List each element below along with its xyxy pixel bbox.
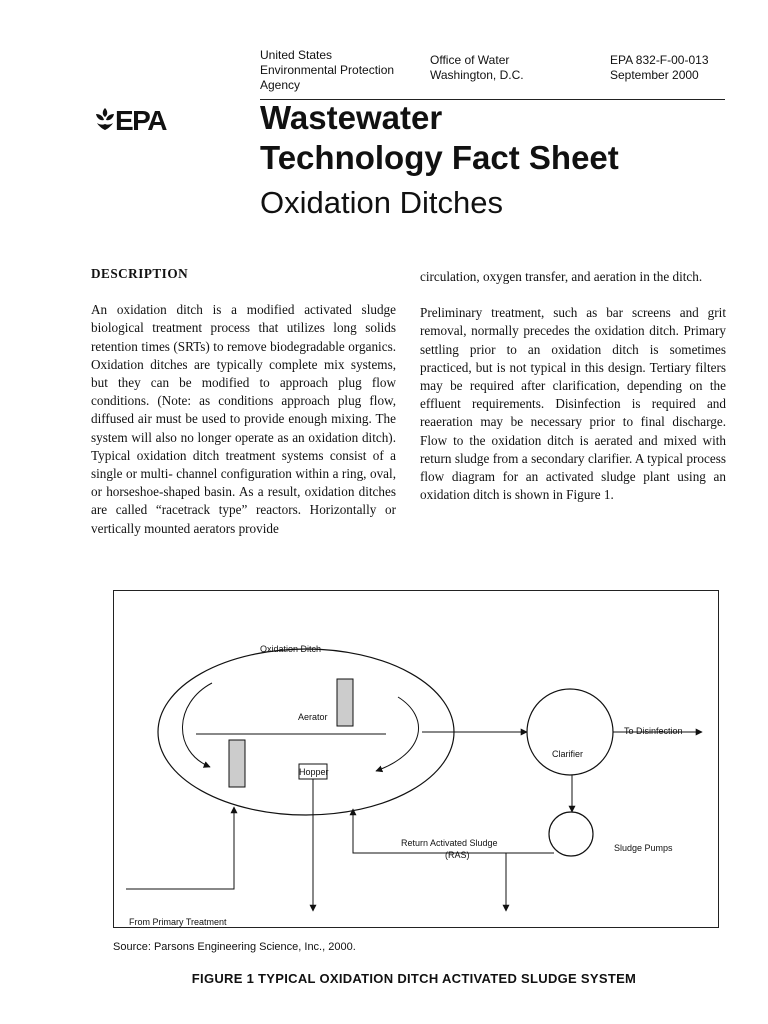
aerator-label: Aerator [298,712,328,722]
from-primary-label: From Primary Treatment [129,917,227,927]
process-flow-diagram [113,590,719,928]
to-disinfection-label: To Disinfection [624,726,683,736]
agency-line: Agency [260,78,301,92]
epa-logo-text: EPA [115,105,166,134]
right-column [420,268,726,504]
office-block [430,53,590,83]
document-id-block [610,53,750,83]
title-line-1: Wastewater [260,99,443,136]
clarifier [527,689,613,775]
figure-caption: FIGURE 1 TYPICAL OXIDATION DITCH ACTIVATED SLUDGE SYSTEM [191,971,637,986]
epa-logo [93,104,183,134]
agency-block [260,48,420,93]
hopper-label: Hopper [299,767,329,777]
aerator-top [337,679,353,726]
office-line: Office of Water [430,53,510,67]
oxidation-ditch-label: Oxidation Ditch [260,644,322,654]
ras-label-line-2: (RAS) [445,850,470,860]
left-column [91,265,396,538]
oxidation-ditch-basin [158,649,454,815]
clarifier-label: Clarifier [552,749,584,759]
description-paragraph: An oxidation ditch is a modified activated sludge biological treatment process that utilizes long solids retention times (SRTs) to remove biodegradable organics. Oxidation ditches are typically complete mix systems, but they can be modified to approach plug flow conditions. (Note: as conditions approach plug flow, diffused air must be used to provide enough mixing. The system will also no longer operate as an oxidation ditch). Typical oxidation ditch treatment systems consist of a single or multi- channel configuration within a ring, oval, or horseshoe-shaped basin. As a result, oxidation ditches are called “racetrack type” reactors. Horizontally or vertically mounted aerators provide [91,302,396,536]
section-heading: DESCRIPTION [91,266,189,281]
treatment-paragraph: Preliminary treatment, such as bar screens and grit removal, normally precedes the oxidation ditch. Primary settling prior to an oxidation ditch is sometimes practiced, but is not typical in this design. Tertiary filters may be required after clarification, depending on the effluent requirements. Disinfection is required and reaeration may be necessary prior to final discharge. Flow to the oxidation ditch is aerated and mixed with return sludge from a secondary clarifier. A typical process flow diagram for an activated sludge plant using an oxidation ditch is shown in Figure 1. [420,305,726,503]
title-line-2: Technology Fact Sheet [260,139,619,176]
circulation-arrow-left [182,683,212,767]
page-subtitle: Oxidation Ditches [260,185,503,220]
document-date: September 2000 [610,68,699,82]
epa-flower-icon [96,108,114,130]
sludge-pumps [549,812,593,856]
primary-influent-line [126,807,234,889]
continuation-paragraph: circulation, oxygen transfer, and aeration in the ditch. [420,269,703,284]
agency-line: United States [260,48,333,62]
aerator-bottom [229,740,245,787]
figure-source: Source: Parsons Engineering Science, Inc., 2000. [113,941,356,953]
document-number: EPA 832-F-00-013 [610,53,709,67]
sludge-pumps-label: Sludge Pumps [614,843,673,853]
office-line: Washington, D.C. [430,68,524,82]
agency-line: Environmental Protection [260,63,395,77]
page-title [260,98,619,178]
ras-label-line-1: Return Activated Sludge [401,838,498,848]
